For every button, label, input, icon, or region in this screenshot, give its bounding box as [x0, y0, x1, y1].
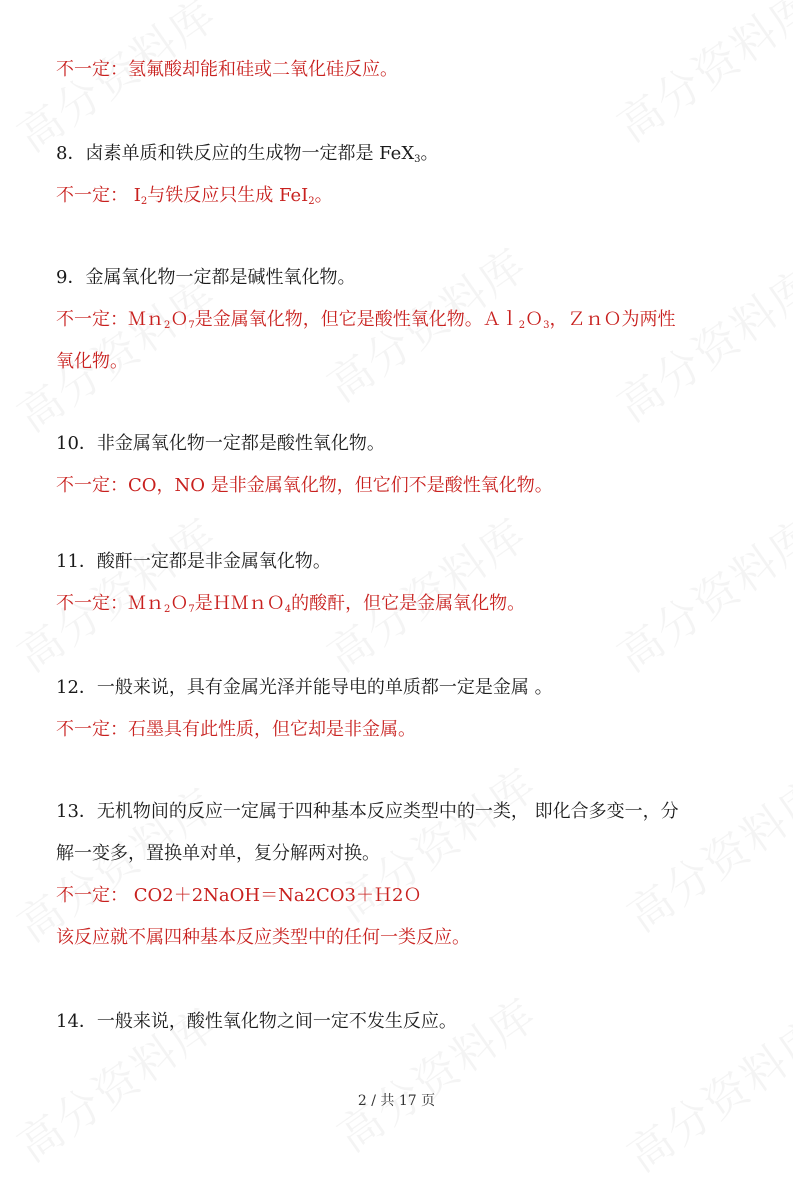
question-10: 10．非金属氧化物一定都是酸性氧化物。 [56, 433, 385, 454]
answer-text: 是ＨＭｎＯ [194, 593, 285, 614]
answer-10: 不一定：CO，NO 是非金属氧化物，但它们不是酸性氧化物。 [56, 475, 553, 496]
question-13-cont: 解一变多，置换单对单，复分解两对换。 [56, 843, 380, 864]
answer-8 [56, 182, 333, 210]
answer-text: 不一定：Ｍｎ [56, 593, 164, 614]
subscript: 2 [164, 320, 171, 331]
watermark [602, 0, 793, 154]
answer-11 [56, 590, 525, 618]
question-text: 8．卤素单质和铁反应的生成物一定都是 FeX [56, 143, 415, 164]
answer-9 [56, 306, 676, 334]
watermark [602, 500, 793, 684]
answer-text: Ｏ [170, 593, 189, 614]
page-number: 2 / 共 17 页 [357, 1093, 436, 1109]
subscript: 2 [518, 320, 526, 331]
answer-text: 不一定： I [56, 185, 141, 206]
answer-text: ，ＺｎＯ为两性 [549, 309, 676, 330]
answer-9-cont: 氧化物。 [56, 351, 128, 372]
question-13: 13．无机物间的反应一定属于四种基本反应类型中的一类， 即化合多变一，分 [56, 801, 679, 822]
answer-text: 是金属氧化物，但它是酸性氧化物。Ａｌ [194, 309, 519, 330]
subscript: 2 [308, 196, 315, 207]
subscript: 2 [164, 604, 171, 615]
subscript: 3 [543, 320, 550, 331]
question-11: 11．酸酐一定都是非金属氧化物。 [56, 551, 331, 572]
question-12: 12．一般来说，具有金属光泽并能导电的单质都一定是金属 。 [56, 677, 553, 698]
answer-13-cont: 该反应就不属四种基本反应类型中的任何一类反应。 [56, 927, 470, 948]
subscript: 7 [188, 320, 195, 331]
answer-12: 不一定：石墨具有此性质，但它却是非金属。 [56, 719, 416, 740]
question-text: 。 [420, 143, 439, 164]
answer-13: 不一定： CO2＋2NaOH＝Na2CO3＋Ｈ2Ｏ [56, 885, 422, 906]
answer-text: Ｏ [525, 309, 544, 330]
answer-text: 不一定：Ｍｎ [56, 309, 164, 330]
subscript: 2 [140, 196, 148, 207]
subscript: 3 [414, 154, 421, 165]
answer-line: 不一定：氢氟酸却能和硅或二氧化硅反应。 [56, 59, 398, 80]
subscript: 4 [284, 604, 292, 615]
watermark [612, 760, 793, 944]
question-8 [56, 140, 439, 168]
question-14: 14．一般来说，酸性氧化物之间一定不发生反应。 [56, 1011, 457, 1032]
answer-text: 与铁反应只生成 FeI [147, 185, 309, 206]
answer-text: 。 [314, 185, 333, 206]
question-9: 9．金属氧化物一定都是碱性氧化物。 [56, 267, 356, 288]
answer-text: 的酸酐，但它是金属氧化物。 [291, 593, 526, 614]
answer-text: Ｏ [170, 309, 189, 330]
subscript: 7 [188, 604, 195, 615]
watermark [602, 250, 793, 434]
